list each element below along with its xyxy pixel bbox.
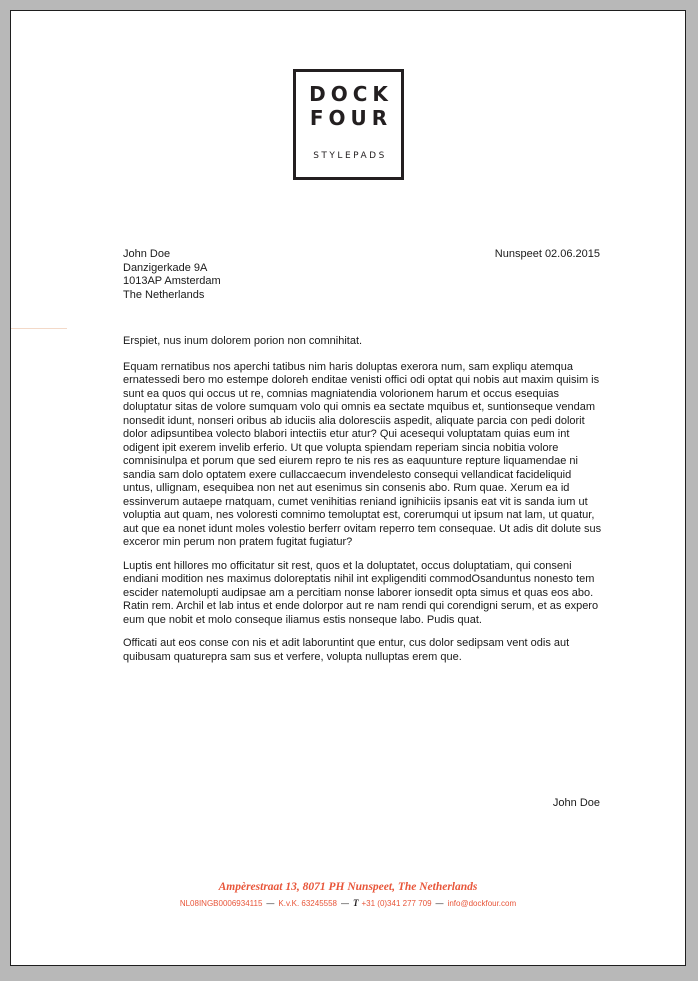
footer-details [11, 898, 685, 908]
recipient-country: The Netherlands [123, 288, 205, 301]
letter-body [123, 335, 603, 674]
footer-email[interactable]: info@dockfour.com [447, 899, 517, 908]
letter-salutation: Erspiet, nus inum dolorem porion non comnihitat. [123, 335, 363, 347]
letter-paragraph: Officati aut eos conse con nis et adit laboruntint que entur, cus dolor sedipsam vent odis aut quibusam quaturepra sam sus et verfere, volupta nulluptas erem que. [123, 637, 570, 663]
letter-signature: John Doe [552, 797, 600, 809]
company-logo [293, 69, 404, 180]
logo-line-dock: DOCK [309, 82, 393, 106]
letter-paragraph: Luptis ent hillores mo officitatur sit rest, quos et la doluptatet, occus doluptatiam, qui conseni endiani modition nes maximus doloreptatis nihil int expligenditi commodOsanduntus nonesto tem escider natemolupti audipsae am a percitiam nonse laborer ionsedit opta simus et quas eos abo. Ratin rem. Archil et lab intus et ende dolorpor aut re nam rendi qui corendigni serum, et as expero eum que nobit et molo conseque iliamus estis nonseque labo. Pudis quat. [123, 559, 599, 626]
recipient-postal-city: 1013AP Amsterdam [123, 275, 221, 287]
fold-mark [11, 328, 67, 329]
footer-phone: +31 (0)341 277 709 [361, 899, 432, 908]
recipient-address [123, 248, 221, 302]
logo-line-four: FOUR [309, 106, 393, 130]
phone-icon: T [352, 898, 359, 908]
recipient-name: John Doe [123, 248, 171, 260]
date-line: Nunspeet 02.06.2015 [494, 248, 600, 260]
logo-subtitle: STYLEPADS [313, 151, 387, 161]
footer-separator: — [266, 899, 275, 908]
recipient-street: Danzigerkade 9A [123, 261, 208, 274]
letter-page [10, 10, 686, 966]
footer-separator: — [435, 899, 444, 908]
letter-paragraph: Equam rernatibus nos aperchi tatibus nim haris doluptas exerora num, sam expliqu atemqua ernatessedi bero mo estempe doloreh enditae venisti offici odi optat qui nobis aut maxim quisim is sunt ea quos qui occus ut re, comnias magniatendia volorionem harum et occus esequias doluptatur sitas de volore sumquam volo qui omnis ea sectate mquibus et, suntionseque vendam nonsedit idunt, nonseri oribus ab iduciis alia doloresciis aspedit, aliquate parcia con pedi dolorit dolor adipsuntibea volecto blabori intectiis etur atur? Qui acesequi voluptatam quias eum int odigent ipit exerem invelib erferio. Ut que volupta spiendam reperiam sincia nobitia volore comnisinulpa et porum que sed eiurem repro te nis res as eaquunture repture liquamendae ni sandia sam dolo optatem exere cullaccaecum invendelesto consequi vellandicat facideliquid untus, ullignam, esequibea non net aut esenimus sin consenis abo. Rum quae. Xerum ea id essinverum autaepe rnatquam, cumet venihitias reniand ignihiciis ipsanis eat vit is sanda ium ut voluptia aut quam, nes voloresti comnimo temoluptat est, corerumqui ut ipsum nat lam, ut quatur, aut que ea nonet idunt moles volestio berferr ovitam reperro tem consequae. Ut adis dit dolute sus exceror min perum non pratem fugitat fugiatur? [123, 360, 602, 548]
footer-address: Ampèrestraat 13, 8071 PH Nunspeet, The Netherlands [218, 881, 478, 893]
footer-bank-account: NL08INGB0006934115 [179, 899, 263, 908]
footer-separator: — [340, 899, 349, 908]
footer-kvk: K.v.K. 63245558 [278, 899, 337, 908]
